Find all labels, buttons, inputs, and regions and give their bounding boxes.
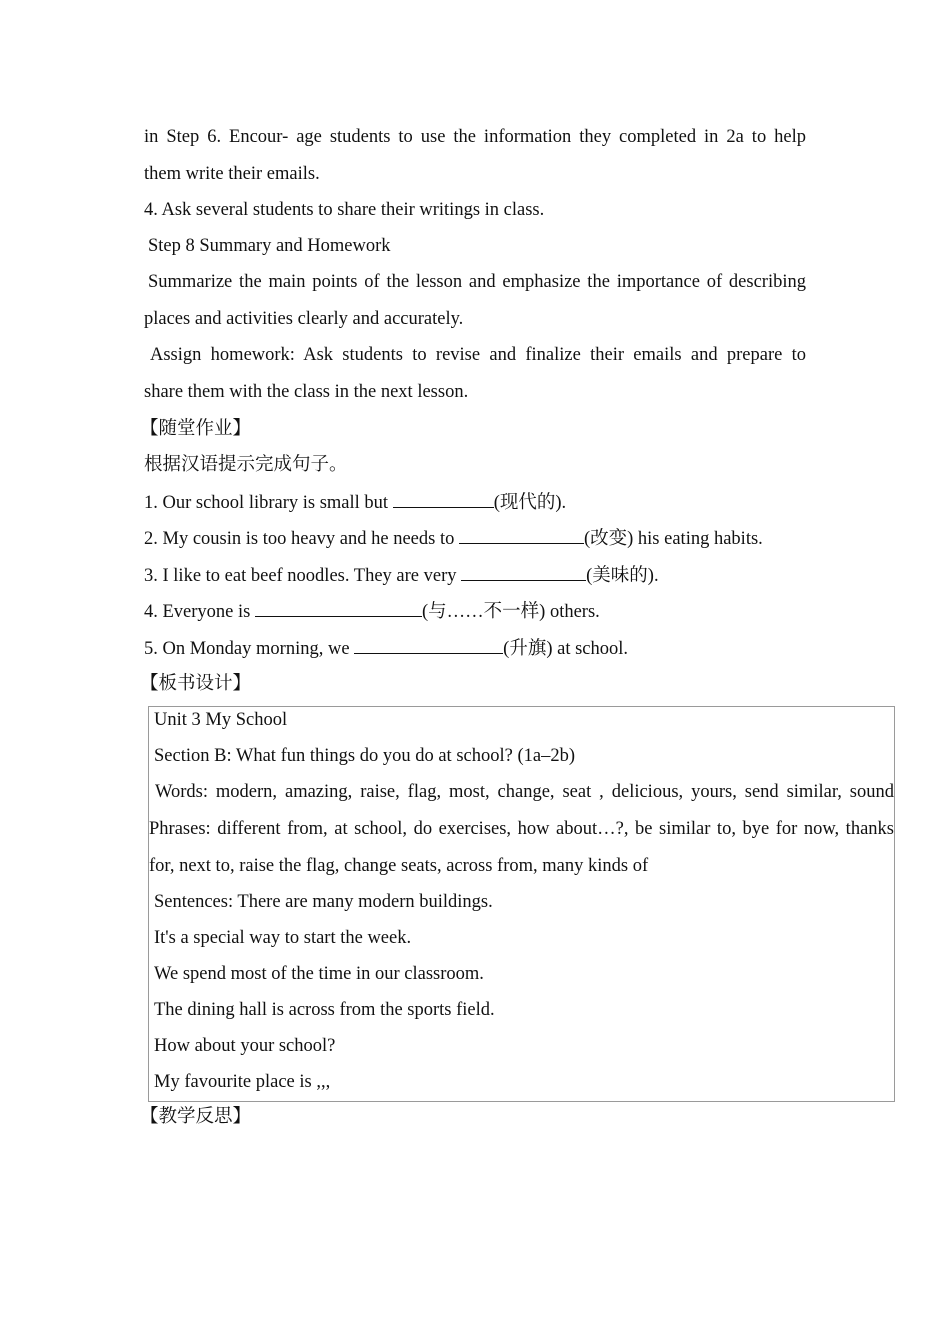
summary-line-2: places and activities clearly and accurately.: [144, 309, 464, 329]
board-sentence: The dining hall is across from the sports field.: [154, 1000, 495, 1020]
intro-line-1: in Step 6. Encour- age students to use the information they completed in 2a to help: [144, 127, 806, 147]
board-phrases-line-2: for, next to, raise the flag, change seats, across from, many kinds of: [149, 856, 649, 876]
exercise-instruction: 根据汉语提示完成句子。: [144, 455, 348, 475]
board-sentence: We spend most of the time in our classroom.: [154, 964, 484, 984]
intro-line-3: 4. Ask several students to share their writings in class.: [144, 200, 545, 220]
item-hint: (升旗): [503, 639, 553, 659]
homework-line-1: Assign homework: Ask students to revise and finalize their emails and prepare to: [150, 345, 806, 365]
item-hint: (现代的): [493, 493, 562, 513]
answer-blank[interactable]: [354, 635, 503, 654]
item-text: 5. On Monday morning, we: [144, 639, 355, 659]
board-section-title: 【板书设计】: [140, 674, 252, 694]
board-unit: Unit 3 My School: [154, 710, 288, 730]
exercise-item-4: [144, 598, 806, 622]
intro-line-2: them write their emails.: [144, 164, 320, 184]
item-hint: (美味的): [586, 566, 654, 586]
item-text: 2. My cousin is too heavy and he needs to: [144, 529, 459, 549]
item-hint: (改变): [583, 529, 634, 549]
board-sentence: My favourite place is ,,,: [154, 1072, 331, 1092]
answer-blank[interactable]: [461, 562, 586, 581]
exercise-item-2: [144, 525, 806, 549]
exercise-item-5: [144, 635, 806, 659]
exercise-item-3: [144, 562, 806, 586]
board-sentence: It's a special way to start the week.: [154, 928, 412, 948]
item-hint: (与……不一样): [421, 602, 546, 622]
answer-blank[interactable]: [255, 598, 422, 617]
item-text: 4. Everyone is: [144, 602, 255, 622]
step8-heading: Step 8 Summary and Homework: [148, 236, 391, 256]
homework-line-2: share them with the class in the next lesson.: [144, 382, 469, 402]
board-phrases-line-1: Phrases: different from, at school, do exercises, how about…?, be similar to, bye for now, thanks: [149, 819, 894, 839]
item-text-after: others.: [545, 602, 600, 622]
reflection-section-title: 【教学反思】: [140, 1107, 252, 1127]
board-design-box: [148, 706, 895, 1102]
item-text-after: his eating habits.: [633, 529, 763, 549]
answer-blank[interactable]: [393, 489, 494, 508]
item-text: 3. I like to eat beef noodles. They are very: [144, 566, 462, 586]
exercise-item-1: [144, 489, 806, 513]
board-words: Words: modern, amazing, raise, flag, most, change, seat , delicious, yours, send similar, sound: [155, 782, 894, 802]
item-text-after: .: [561, 493, 567, 513]
item-text-after: .: [653, 566, 659, 586]
board-sentence: How about your school?: [154, 1036, 336, 1056]
item-text: 1. Our school library is small but: [144, 493, 393, 513]
answer-blank[interactable]: [459, 525, 584, 544]
summary-line-1: Summarize the main points of the lesson and emphasize the importance of describing: [148, 272, 806, 292]
board-sentence: Sentences: There are many modern buildings.: [154, 892, 493, 912]
item-text-after: at school.: [552, 639, 629, 659]
board-section: Section B: What fun things do you do at school? (1a–2b): [154, 746, 575, 766]
exercise-section-title: 【随堂作业】: [140, 419, 252, 439]
